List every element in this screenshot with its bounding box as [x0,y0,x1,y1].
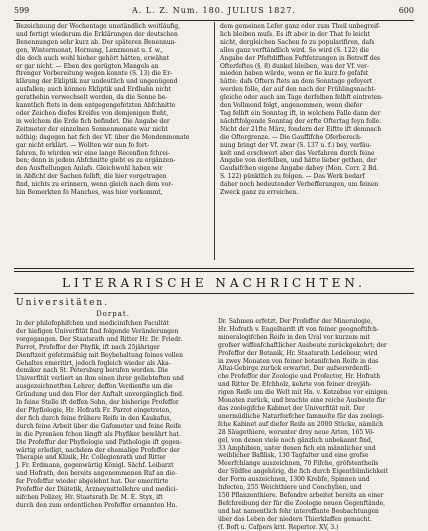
text-line: gel, von denen viele noch gänzlich unbekannt find, [218,436,373,444]
text-line: in die Pyrenäen fchon längft als Phyfiker bewährt hat. [16,430,181,438]
text-line: dem gemeinen Lefer ganz oder zum Theil unbegreif- [220,23,381,30]
text-line: Profeffor der Diätetik, Arzneymittellehre und medici- [16,486,178,494]
text-line: Ofterfeftes (§. 8) dunkel bleiben, was der Vf. ver- [220,62,369,70]
text-line: der hiefigen Univerfität find folgende Veränderungen [16,327,179,335]
text-line: klärung der Ekliptik nur undeutlich und ungenügend [16,78,178,86]
text-line: über das Leben der niedern Thierklaffen gemacht. [218,515,372,523]
upper-left-column [16,23,209,197]
text-line: hin Bemerkten fo Manches, was hier vorkommt, [16,189,163,197]
text-line: demiker nach St. Petersburg berufen worden. Die [16,367,169,375]
text-line: mieden haben würde, wenn er fie kurz fo gefafst [220,70,369,78]
text-line: nöthig; dagegen hat fich der Vf. über die Mondenmonate [16,133,190,141]
header-rule [14,20,414,21]
text-line: nächftfolgende Sonntag der erfte Oftertag feyn folle. [220,117,382,125]
text-line: werden folle, der auf den nach der Frühlingsnacht- [220,86,376,94]
text-line: ausfallen; auch können Ekliptik und Erdbahn nicht [16,86,171,94]
text-line: Profeffor der Botanik, Hr. Staatsrath Ledebour, wird [218,349,378,357]
text-line: hätte: dafs Oftern ftets an dem Sonntage gefeyert [220,78,373,86]
text-line: 33 Amphibien, unter denen fich ein männlicher und [218,444,376,452]
text-line: weiblicher Bafilisk, 130 Tagfalter und eine grofse [218,452,369,460]
text-line: die Oftergrenze. — Die Gauffifche Oferberech- [220,133,362,141]
text-line: das zoologifche Kabinet der Univerfität mit. Der [218,404,365,412]
text-line: mineralogifchen Reife in den Ural vor kurzem mit [218,333,370,341]
text-line: Parrot, Profeffor der Phyfik, ift nach 25jähriger [16,343,160,351]
text-line: Univerfität verliert an ihm einen ihrer geliebteften und [16,375,184,383]
text-line: Dienftzeit gefetzmäfsig mit Beybehaltung feines vollen [16,351,183,359]
text-line: Altai-Gebirge zurück erwartet. Der aufserordentli- [218,365,372,373]
text-line: oder Zeichen diefes Kreifes von demjenigen fteht, [16,109,169,117]
text-line: Angabe von derfelben, und hätte lieber gethan, der [220,157,377,165]
text-line: der fich durch feine frühere Reife in den Kaukafus, [16,414,172,422]
city-heading: Dorpat. [96,310,130,318]
text-line: Befchreibung der für die Zoologie neuen Gegenftände, [218,499,386,507]
text-line: Bezeichnung der Wochentage umständlich weitläufig, [16,23,181,30]
page-header [14,6,414,20]
text-line: Therapie und Klinik, Hr. Collegienrath und Ritter [16,454,166,462]
text-line: lich bleiben muſs. Es ift aber in der That fo leicht [220,30,370,38]
text-line: die doch auch wohl hieher gehört hätten, erwähnt [16,54,170,62]
text-line: rigen Reife um die Welt mit Hn. v. Kotzebue vor einigen [218,389,388,397]
text-line: Benennungen sehr kurz ab. Der späteren Benennun- [16,38,177,46]
upper-right-column [220,23,416,197]
text-line: In feine Stelle ift deffen Sohn, der bisherige Profeffor [16,399,179,407]
text-line: unermüdliche Naturforfcher fammelte für das zoologi- [218,412,384,420]
text-line: Dr. Sahmen erfetzt. Der Profeffor der Mineralogie, [218,318,373,325]
running-head: A. L. Z. Num. 180. JULIUS 1827. [131,6,297,15]
text-line: alles ganz verftändlich wird. So wird (S. 122) die [220,46,369,54]
text-line: und fertigt wiederum die Erklärungen der deutschen [16,30,178,38]
text-line: fche Kabinet auf diefer Reife an 2000 Stücke, nämlich [218,420,384,428]
text-line: Gauſsifchen eigene Angabe dabey (Mon. Corr. 2 Bd. [220,165,379,173]
text-line: in Abficht der Sachen felbft, die hier vorgetragen [16,173,167,181]
text-line: und Ritter Dr. Efchholz, kehrte von feiner dreyjäh- [218,381,372,389]
text-line: kanntlich ftets in dem entgegengefetzten Abfchnitte [16,102,176,110]
lower-left-text [16,320,210,509]
column-divider [214,22,215,260]
text-line: durch feine Arbeit über die Gafometer und feine Reife [16,422,182,430]
text-line: daher noch bedeutender Verbefferungen, um feinen [220,181,379,189]
text-line: (f. Boft u. Cafpers krit. Repertor. XV, 3.) [218,523,339,531]
text-line: nifchen Polizey, Hr. Staatsrath Dr. M. E. Styx, ift [16,493,163,501]
text-line: wärtig erledigt, nachdem der ehemalige Profeffor der [16,446,180,454]
text-line: fer Profeffur wieder abgelehnt hat. Der emeritirte [16,478,169,486]
text-line: vorgegangen. Der Staatsrath und Ritter Hr. Dr. Friedr. [16,335,183,343]
text-line: den Ausftellungen Anlafs. Gleichwohl haben wir [16,165,163,173]
lower-left-column [16,295,210,509]
text-line: und hat namentlich fehr intereffante Beobachtungen [218,507,379,515]
text-line: In der philofophifchen und medicinifchen Facultät [16,320,169,327]
text-line: und Hofrath, den bereits angenommenen Ruf an die- [16,470,177,478]
text-line: der Phyfiologie, Hr. Hofrath Fr. Parrot eingetreten, [16,406,172,414]
text-line: Gründung und den Flor der Anftalt unvergänglich find. [16,391,184,399]
text-line: in welchem die Erde fich befindet. Die Angabe der [16,117,170,125]
text-line: J. Fr. Erdmann, gegenwärtig Königl. Sächf. Leibarzt [16,462,174,470]
text-line: Zweck ganz zu erreichen. [220,189,299,197]
page-number-left: 599 [14,6,30,15]
text-line: 28 Säugethiere, worunter drey neue Arten, 165 Vö- [218,428,375,436]
text-line: der Südfee angehörig, die fich durch Eigenthümlichkeit [218,468,388,476]
text-line: nicht, dergleichen Sachen fo zu popularifiren, dafs [220,38,375,46]
lower-right-column [218,318,416,531]
text-line: 150 Pflanzenthiere. Befondre arbeitet bereits an einer [218,491,384,499]
text-line: ftrenger Vorbereitung wegen konnte (S. 13) die Er- [16,70,173,78]
text-line: durch den zum ordentlichen Profeffor ernannten Hn. [16,501,178,509]
text-line: Infecten, 255 Weichthiere und Conchylien, und [218,484,362,492]
section-rule-bottom [14,293,414,294]
text-line: er gar nicht. — Eben des gerügten Mangels an [16,62,159,70]
section-rule-top-2 [14,271,414,272]
text-line: Zeitmeter der einzelnen Sonnenmonate war nicht [16,125,168,133]
text-line: find, nichts zu erinnern, wenn gleich nach dem vor- [16,181,174,189]
text-line: grofser wiffenfchaftlicher Ausbeute zurückgekehrt; der [218,341,387,349]
text-line: Angabe der Pfeftdiffhen Feftfetzungen in Betreff des [220,54,381,62]
text-line: in zwey Monaten von feiner botanifchen Reife in das [218,357,379,365]
text-line: S. 122) pünktlich zu folgen. — Das Werk bedarf [220,173,365,181]
text-line: gar nicht erklärt. — Wollten wir nun fo fort- [16,141,150,149]
text-line: nung bringt der Vf. zwar (S. 137 u. f.) bey, verfäu- [220,141,372,149]
text-line: den Vollmond folgt, angenommen, wenn diefer [220,102,363,110]
text-line: fahren, fo würden wir eine lange Recenfion fchrei- [16,149,170,157]
text-line: ben; denn in jedem Abfchnitte giebt es zu ergänzen- [16,157,176,165]
text-line: Hr. Hofrath v. Engelhardt ift von feiner geognoftifch- [218,325,379,333]
section-title: LITERARISCHE NACHRICHTEN. [62,276,366,290]
text-line: che Profeffor der Zoologie und Profector, Hr. Hofrath [218,373,381,381]
text-line: Meerfchlange auszeichnen, 70 Fifche, gröfstentheils [218,460,379,468]
text-line: der Form auszeichnen, 1300 Krebfe, Spinnen und [218,476,370,484]
universities-heading: Universitäten. [16,298,110,308]
text-line: Tag felbft ein Sonntag ift, in welchem Falle dann der [220,109,381,117]
text-line: ausgezeichnetften Lehrer, deffen Verdienfte um die [16,383,173,391]
text-line: kelt und erschwert aber das Verfahren durch feine [220,149,375,157]
text-line: gleiche oder auch am Tage derfelben felbft eintreten- [220,94,384,102]
text-line: Die Profeffur der Phyfiologie und Pathologie ift gegen- [16,438,182,446]
text-line: gerathehin verwechselt werden, da die Sonne be- [16,94,168,102]
page-number-right: 600 [398,6,414,15]
text-line: Gehaltes emeritirt, jedoch fogleich wieder als Aka- [16,359,171,367]
text-line: gen, Wintermonat, Hornung, Lenzmonat u. f. w., [16,46,164,54]
text-line: Monaten zurück, und brachte eine reiche Ausbeute für [218,397,386,405]
text-line: Nicht der 21fte März, fondern der Eiftte ift demnach [220,125,382,133]
section-rule-top [14,268,414,269]
